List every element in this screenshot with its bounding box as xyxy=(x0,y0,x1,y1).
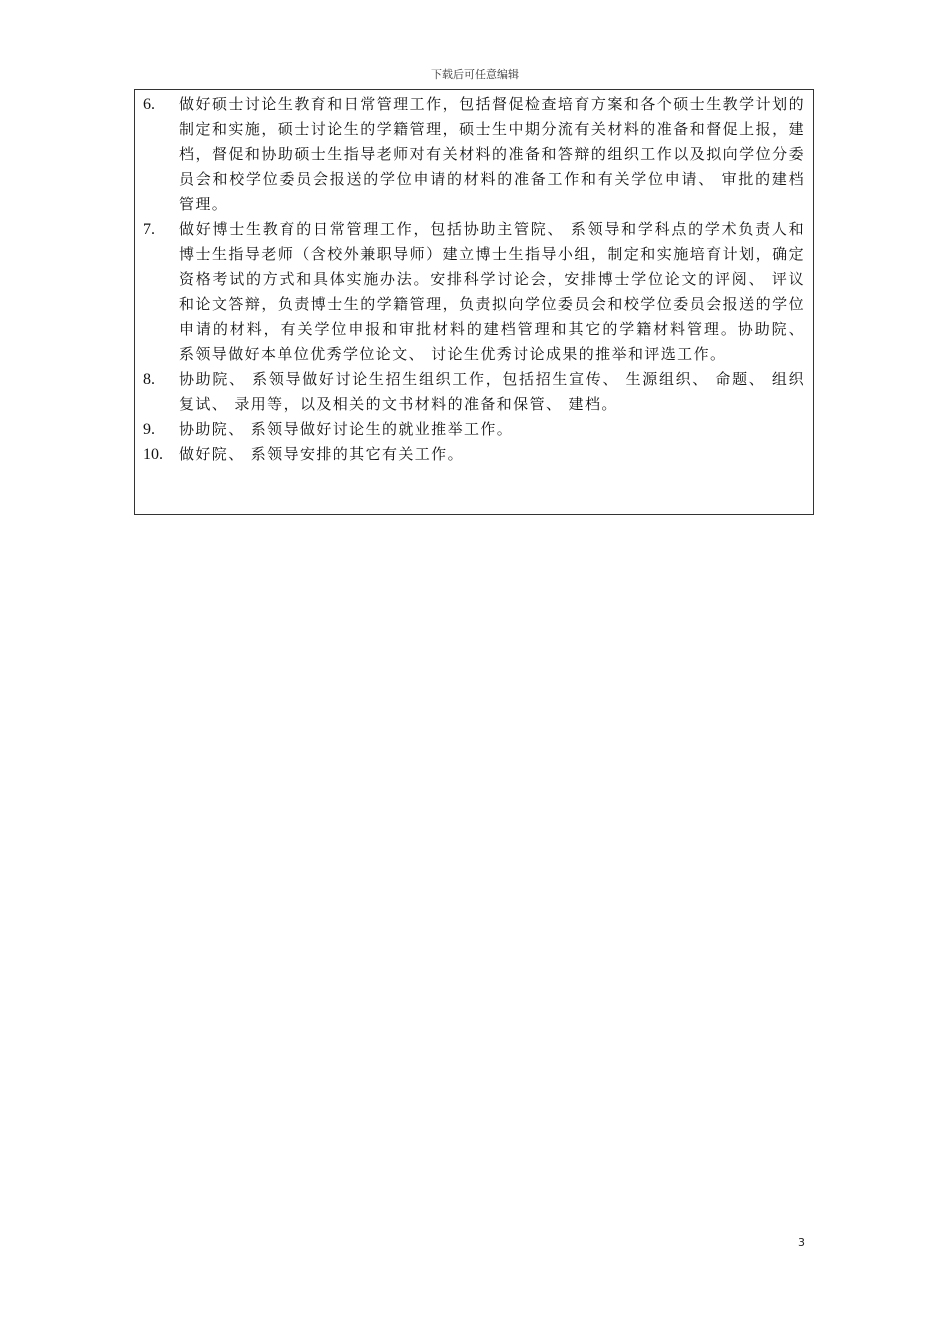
header-note: 下载后可任意编辑 xyxy=(431,68,519,81)
duty-list-box xyxy=(134,89,814,515)
item-text: 做好博士生教育的日常管理工作，包括协助主管院、 系领导和学科点的学术负责人和博士生指导老师（含校外兼职导师）建立博士生指导小组，制定和实施培育计划，确定资格考试的方式和具体实施办法。安排科学讨论会，安排博士学位论文的评阅、 评议和论文答辩，负责博士生的学籍管理，负责拟向学位委员会和校学位委员会报送的学位申请的材料，有关学位申报和审批材料的建档管理和其它的学籍材料管理。协助院、 系领导做好本单位优秀学位论文、 讨论生优秀讨论成果的推举和评选工作。 xyxy=(179,220,805,363)
item-number: 8. xyxy=(143,371,155,388)
list-item-6 xyxy=(143,92,805,217)
item-text: 做好院、 系领导安排的其它有关工作。 xyxy=(179,445,464,463)
page-number: 3 xyxy=(798,1236,805,1249)
list-item-9 xyxy=(143,417,805,442)
item-number: 10. xyxy=(143,446,163,463)
list-item-8 xyxy=(143,367,805,417)
list-item-7 xyxy=(143,217,805,367)
item-number: 6. xyxy=(143,96,155,113)
item-number: 7. xyxy=(143,221,155,238)
item-text: 协助院、 系领导做好讨论生的就业推举工作。 xyxy=(179,420,514,438)
item-number: 9. xyxy=(143,421,155,438)
item-text: 做好硕士讨论生教育和日常管理工作，包括督促检查培育方案和各个硕士生教学计划的制定和实施，硕士讨论生的学籍管理，硕士生中期分流有关材料的准备和督促上报，建档，督促和协助硕士生指导老师对有关材料的准备和答辩的组织工作以及拟向学位分委员会和校学位委员会报送的学位申请的材料的准备工作和有关学位申请、 审批的建档管理。 xyxy=(179,95,805,213)
list-item-10 xyxy=(143,442,805,467)
item-text: 协助院、 系领导做好讨论生招生组织工作，包括招生宣传、 生源组织、 命题、 组织复试、 录用等，以及相关的文书材料的准备和保管、 建档。 xyxy=(179,370,805,413)
